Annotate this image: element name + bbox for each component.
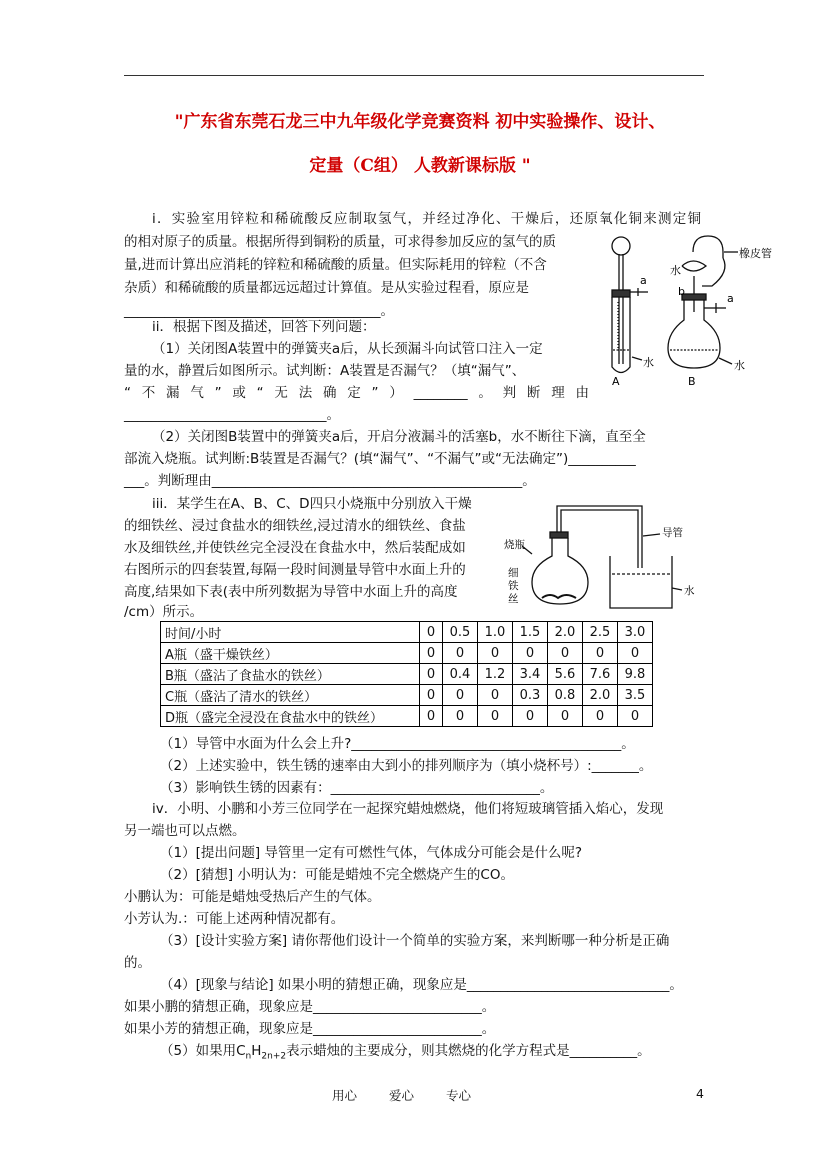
table-row [161,664,653,685]
q4-line11: 如果小芳的猜想正确，现象应是_________________________。 [124,1021,496,1037]
q2-line7: 部流入烧瓶。试判断:B装置是否漏气？(填“漏气”、“不漏气”或“无法确定”)__________ [124,451,636,467]
table-cell: 0.8 [548,685,583,706]
table-cell: 9.8 [618,664,653,685]
table-cell: 3.4 [513,664,548,685]
table-cell: 7.6 [583,664,618,685]
table-cell: 0 [618,643,653,664]
q3-line3: 水及细铁丝,并使铁丝完全浸没在食盐水中，然后装配成如 [124,540,466,556]
table-cell: 0.3 [513,685,548,706]
table-cell: 时间/小时 [161,622,420,643]
doc-title-line1: "广东省东莞石龙三中九年级化学竞赛资料 初中实验操作、设计、 [174,112,666,132]
label-a-right: a [727,292,734,305]
label-apparatus-a: A [612,375,620,388]
table-cell: 0 [583,706,618,727]
table-cell: 0 [420,664,443,685]
page-number: 4 [696,1086,704,1101]
q2-line4: “不漏气”或“无法确定”）________。判断理由 [124,385,589,401]
q3-line2: 的细铁丝、浸过食盐水的细铁丝,浸过清水的细铁丝、食盐 [124,518,466,534]
table-row [161,706,653,727]
q2-line2: （1）关闭图A装置中的弹簧夹a后，从长颈漏斗向试管口注入一定 [152,341,543,357]
table-cell: 2.0 [548,622,583,643]
table-cell: 0 [420,706,443,727]
subscript-n: n [245,1051,252,1062]
q1-line5: ______________________________________。 [124,303,394,319]
q2-line8: ___。判断理由______________________________________________。 [124,473,536,489]
table-row [161,643,653,664]
q1-line2: 的相对原子的质量。根据所得到铜粉的质量，可求得参加反应的氢气的质 [124,234,556,250]
q1-line1: i．实验室用锌粒和稀硫酸反应制取氢气，并经过净化、干燥后，还原氧化铜来测定铜 [152,211,701,227]
q3b-line3: （3）影响铁生锈的因素有：_______________________________。 [160,780,554,796]
q4-line7: （3）[设计实验方案] 请你帮他们设计一个简单的实验方案，来判断哪一种分析是正确 [160,933,670,949]
q4-line8: 的。 [124,955,151,971]
label-water: 水 [684,585,695,597]
footer-text-1: 用心 [332,1088,358,1103]
label-water-a: 水 [643,356,654,369]
table-cell: A瓶（盛干燥铁丝） [161,643,420,664]
table-cell: 0.5 [443,622,478,643]
q4-line6: 小芳认为.：可能上述两种情况都有。 [124,911,345,927]
label-water-b1: 水 [670,264,681,277]
table-cell: 0 [478,643,513,664]
table-cell: 0 [478,685,513,706]
q2-line5: ______________________________。 [124,407,340,423]
q3b-line2: （2）上述实验中，铁生锈的速率由大到小的排列顺序为（填小烧杯号）:_______。 [160,758,653,774]
hydrogen-symbol: H [251,1043,262,1059]
q4-line10: 如果小鹏的猜想正确，现象应是_________________________。 [124,999,496,1015]
label-a-left: a [640,274,647,287]
q1-line3: 量,进而计算出应消耗的锌粒和稀硫酸的质量。但实际耗用的锌粒（不含 [124,257,547,273]
table-cell: 0 [513,643,548,664]
table-row [161,685,653,706]
label-b: b [678,285,685,298]
table-cell: 0 [443,706,478,727]
q4-line5: 小鹏认为：可能是蜡烛受热后产生的气体。 [124,889,381,905]
label-wire-1: 细 [508,567,519,579]
apparatus-figure-rust [502,496,702,612]
q2-line1: ii．根据下图及描述，回答下列问题： [152,319,376,335]
table-cell: 0 [513,706,548,727]
table-cell: C瓶（盛沾了清水的铁丝） [161,685,420,706]
label-water-b2: 水 [734,359,745,372]
table-cell: 3.0 [618,622,653,643]
table-cell: 0 [420,622,443,643]
rust-data-table [160,621,653,727]
label-flask: 烧瓶 [504,539,525,551]
table-cell: 0 [583,643,618,664]
subscript-2n2: 2n+2 [261,1051,287,1062]
table-cell: D瓶（盛完全浸没在食盐水中的铁丝） [161,706,420,727]
q4-line2: 另一端也可以点燃。 [124,823,246,839]
table-cell: 0 [443,643,478,664]
q2-line3: 量的水，静置后如图所示。试判断：A装置是否漏气？（填“漏气”、 [124,363,526,379]
table-cell: 0 [420,643,443,664]
label-rubber-tube: 橡皮管 [739,247,772,260]
q4-line12-start: （5）如果用C [160,1043,246,1059]
table-cell: 2.5 [583,622,618,643]
table-cell: 0 [548,643,583,664]
q3-line5: 高度,结果如下表(表中所列数据为导管中水面上升的高度 [124,584,458,600]
label-wire-3: 丝 [508,593,519,605]
table-cell: 0 [478,706,513,727]
table-cell: 0 [420,685,443,706]
q1-line4: 杂质）和稀硫酸的质量都远远超过计算值。是从实验过程看，原应是 [124,280,529,296]
q3-line1: iii．某学生在A、B、C、D四只小烧瓶中分别放入干燥 [152,496,472,512]
table-cell: B瓶（盛沾了食盐水的铁丝） [161,664,420,685]
q4-line9: （4）[现象与结论] 如果小明的猜想正确，现象应是______________________________。 [160,977,683,993]
table-cell: 5.6 [548,664,583,685]
q4-line12-end: 表示蜡烛的主要成分，则其燃烧的化学方程式是__________。 [286,1043,651,1059]
q3-line4: 右图所示的四套装置,每隔一段时间测量导管中水面上升的 [124,562,466,578]
table-cell: 0.4 [443,664,478,685]
footer-text-3: 专心 [446,1088,472,1103]
table-cell: 0 [548,706,583,727]
label-wire-2: 铁 [508,580,519,592]
table-header-row [161,622,653,643]
apparatus-figure-ab [598,232,808,390]
q3-line6: /cm）所示。 [124,604,204,620]
label-apparatus-b: B [688,375,696,388]
label-tube: 导管 [662,527,683,539]
q3b-line1: （1）导管中水面为什么会上升?________________________________________。 [160,736,635,752]
header-rule [124,75,704,76]
table-cell: 3.5 [618,685,653,706]
q2-line6: （2）关闭图B装置中的弹簧夹a后，开启分液漏斗的活塞b，水不断往下滴，直至全 [152,429,646,445]
table-cell: 1.5 [513,622,548,643]
table-cell: 1.2 [478,664,513,685]
q4-line1: iv．小明、小鹏和小芳三位同学在一起探究蜡烛燃烧，他们将短玻璃管插入焰心，发现 [152,801,664,817]
q4-line12 [160,1042,651,1066]
q4-line3: （1）[提出问题] 导管里一定有可燃性气体，气体成分可能会是什么呢? [160,845,583,861]
table-cell: 0 [443,685,478,706]
table-cell: 2.0 [583,685,618,706]
footer-text-2: 爱心 [389,1088,415,1103]
doc-title-line2: 定量（C组） 人教新课标版 " [309,156,531,176]
q4-line4: （2）[猜想] 小明认为：可能是蜡烛不完全燃烧产生的CO。 [160,867,514,883]
table-cell: 0 [618,706,653,727]
table-cell: 1.0 [478,622,513,643]
